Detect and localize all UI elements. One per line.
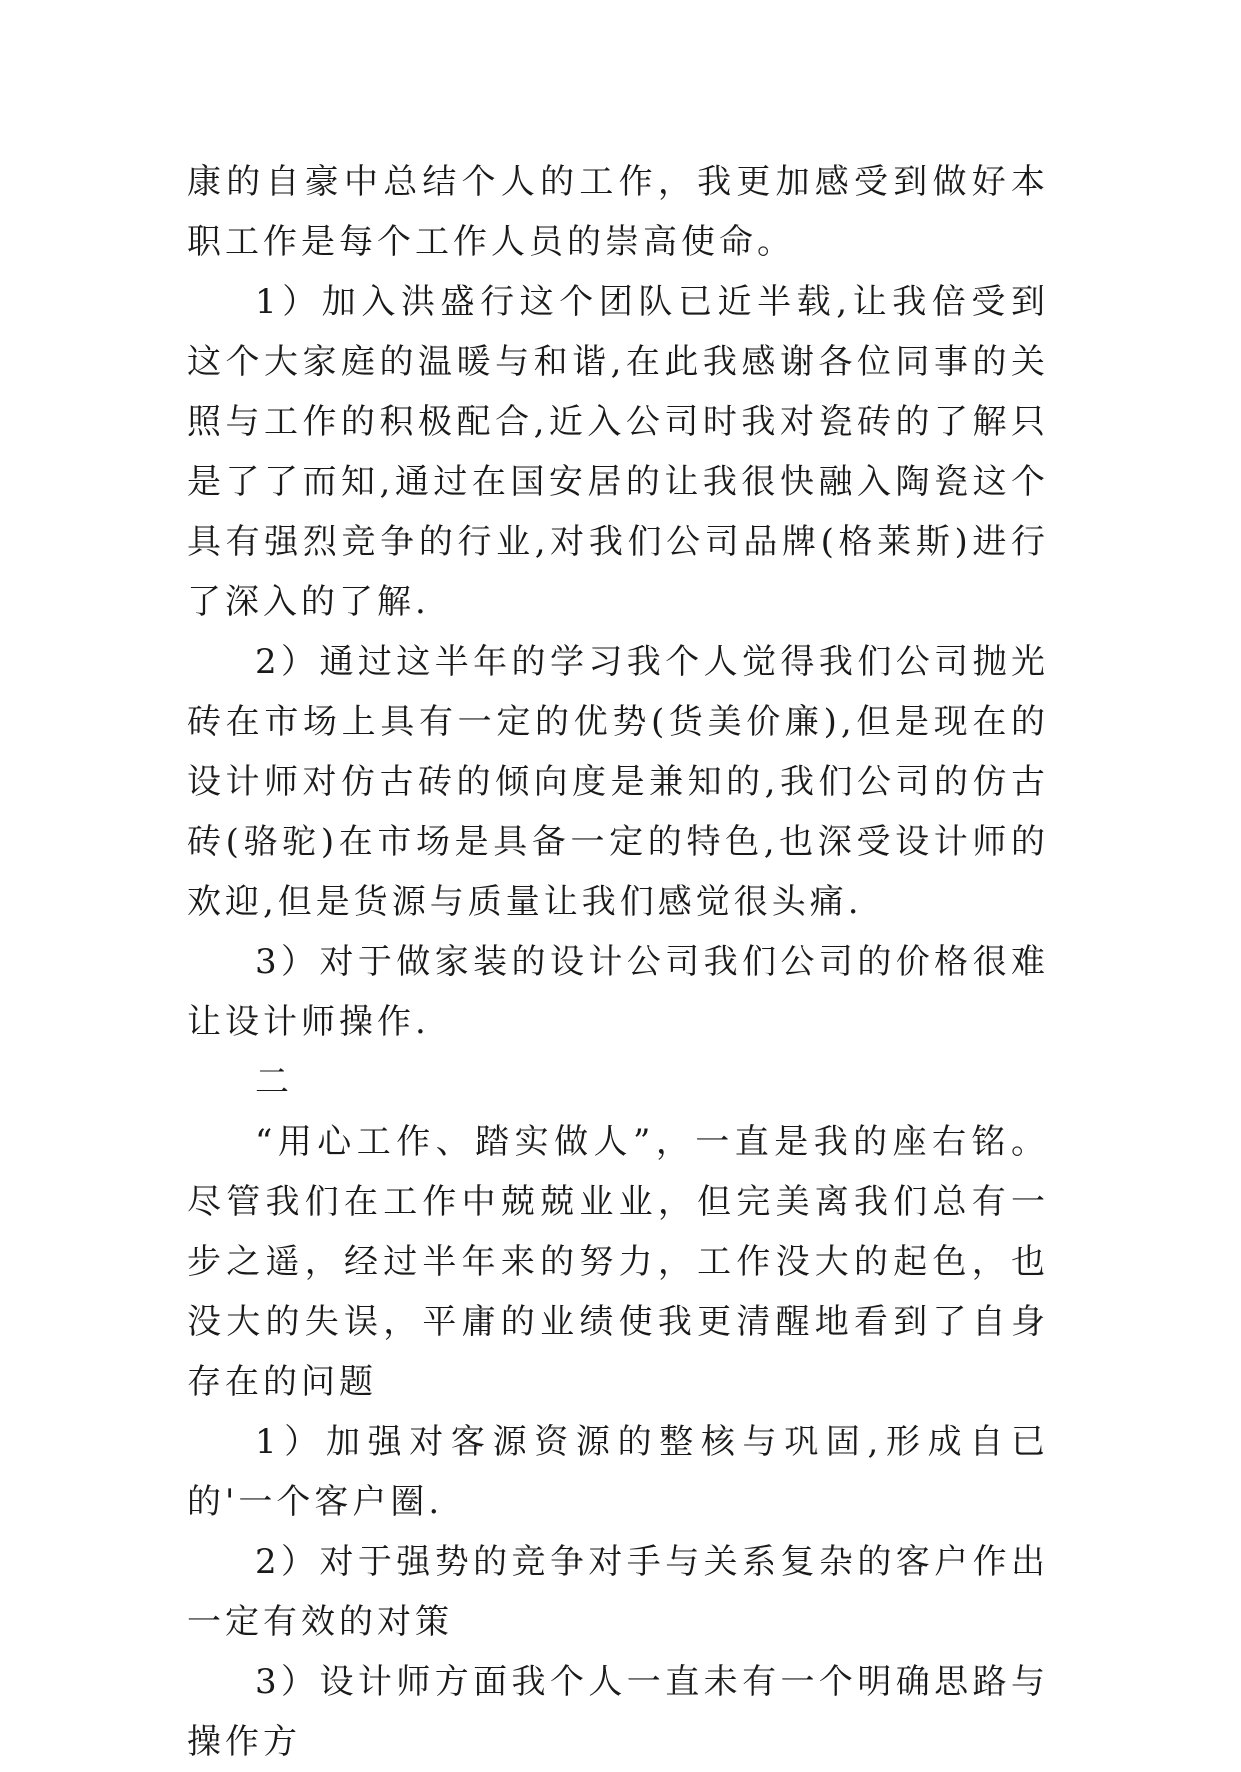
paragraph-1: 康的自豪中总结个人的工作，我更加感受到做好本职工作是每个工作人员的崇高使命。 <box>187 162 1049 262</box>
paragraph-4: 3）对于做家装的设计公司我们公司的价格很难让设计师操作. <box>187 942 1049 1042</box>
paragraph-3: 2）通过这半年的学习我个人觉得我们公司抛光砖在市场上具有一定的优势(货美价廉),但是现在的设计师对仿古砖的倾向度是兼知的,我们公司的仿古砖(骆驼)在市场是具备一定的特色,也深受设计师的欢迎,但是货源与质量让我们感觉很头痛. <box>187 642 1049 922</box>
paragraph-6: 1）加强对客源资源的整核与巩固,形成自已的'一个客户圈. <box>187 1422 1049 1522</box>
paragraph-2: 1）加入洪盛行这个团队已近半载,让我倍受到这个大家庭的温暖与和谐,在此我感谢各位同事的关照与工作的积极配合,近入公司时我对瓷砖的了解只是了了而知,通过在国安居的让我很快融入陶瓷这个具有强烈竞争的行业,对我们公司品牌(格莱斯)进行了深入的了解. <box>187 282 1049 622</box>
paragraph-5: “用心工作、踏实做人”，一直是我的座右铭。尽管我们在工作中兢兢业业，但完美离我们总有一步之遥，经过半年来的努力，工作没大的起色，也没大的失误，平庸的业绩使我更清醒地看到了自身存在的问题 <box>187 1122 1049 1402</box>
section-heading-two: 二 <box>255 1062 293 1102</box>
document-body <box>187 152 1049 1772</box>
paragraph-7: 2）对于强势的竞争对手与关系复杂的客户作出一定有效的对策 <box>187 1542 1049 1642</box>
paragraph-8: 3）设计师方面我个人一直未有一个明确思路与操作方 <box>187 1662 1049 1762</box>
